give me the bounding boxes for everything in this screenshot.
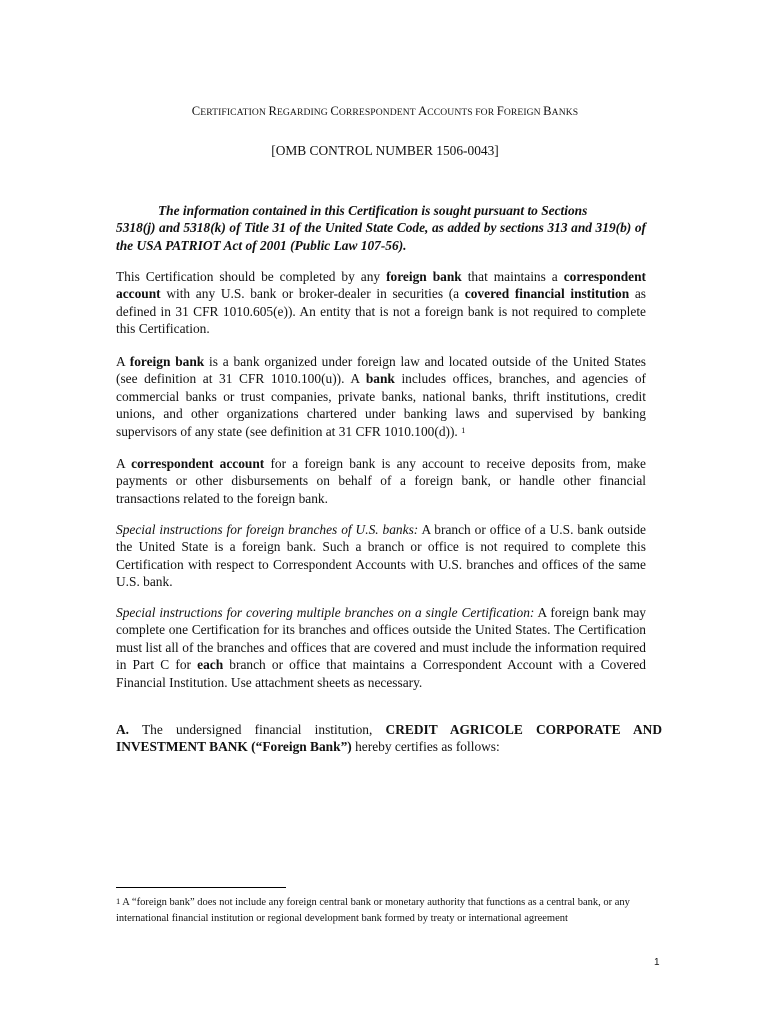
section-a-statement: A. The undersigned financial institution, CREDIT AGRICOLE CORPORATE AND INVESTMENT BANK (“Foreign Bank”) hereby certifies as follows:	[116, 722, 662, 755]
intro-line-rest: 5318(j) and 5318(k) of Title 31 of the United State Code, as added by sections 313 and 319(b) of the USA PATRIOT Act of 2001 (Public Law 107-56).	[116, 220, 646, 253]
paragraph-correspondent-account-definition: A correspondent account for a foreign bank is any account to receive deposits from, make payments or other disbursements on behalf of a foreign bank, or handle other financial transactions related to the foreign bank.	[116, 456, 646, 506]
omb-control-number: [OMB CONTROL NUMBER 1506-0043]	[271, 143, 499, 158]
paragraph-special-instructions-multiple: Special instructions for covering multiple branches on a single Certification: A foreign bank may complete one Certification for its branches and offices outside the United States. The Certification must list all of the branches and offices that are covered and must include the information required in Part C for each branch or office that maintains a Correspondent Account with a Covered Financial Institution. Use attachment sheets as necessary.	[116, 605, 647, 690]
paragraph-special-instructions-branches: Special instructions for foreign branches of U.S. banks: A branch or office of a U.S. bank outside the United State is a foreign bank. Such a branch or office is not required to complete this Certification with respect to Correspondent Accounts with U.S. branches and offices of the same U.S. bank.	[116, 522, 646, 590]
paragraph-certification-scope: This Certification should be completed by any foreign bank that maintains a correspondent account with any U.S. bank or broker-dealer in securities (a covered financial institution as defined in 31 CFR 1010.605(e)). An entity that is not a foreign bank is not required to complete this Certification.	[116, 269, 647, 337]
intro-line-1: The information contained in this Certification is sought pursuant to Sections	[158, 203, 588, 218]
paragraph-foreign-bank-definition: A foreign bank is a bank organized under foreign law and located outside of the United States (see definition at 31 CFR 1010.100(u)). A bank includes offices, branches, and agencies of commercial banks or trust companies, private banks, national banks, thrift institutions, credit unions, and other organizations chartered under banking laws and supervised by banking supervisors of any state (see definition at 31 CFR 1010.100(d)). $^1$	[116, 354, 646, 439]
footnote-reference: 1	[461, 424, 466, 435]
page-number: 1	[654, 957, 660, 968]
footnote-divider	[116, 887, 286, 888]
footnote: $^1$ A “foreign bank” does not include any foreign central bank or monetary authority that functions as a central bank, or any international financial institution or regional development bank formed by treaty or international agreement	[116, 896, 630, 924]
intro-paragraph	[116, 202, 646, 254]
document-title: CERTIFICATION REGARDING CORRESPONDENT ACCOUNTS FOR FOREIGN BANKS	[191, 104, 579, 118]
